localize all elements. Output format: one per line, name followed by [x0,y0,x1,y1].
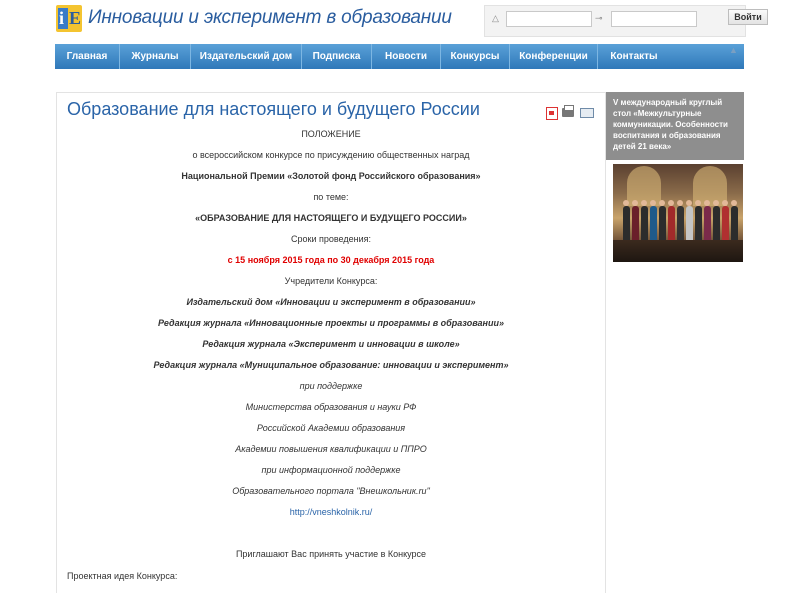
text-line: Проектная идея Конкурса: [67,571,178,581]
page-title: Образование для настоящего и будущего России [67,99,480,119]
logo-letter-e: E [69,8,82,28]
login-button[interactable]: Войти [728,9,768,25]
nav-item-publishing-house[interactable]: Издательский дом [191,44,302,69]
portal-link[interactable]: http://vneshkolnik.ru/ [289,507,373,517]
text-line: при информационной поддержке [261,465,401,475]
nav-item-journals[interactable]: Журналы [120,44,191,69]
username-input[interactable] [506,11,592,27]
user-icon: △ [492,13,499,23]
text-line: Сроки проведения: [291,234,371,244]
text-line: Издательский дом «Инновации и эксперимент в образовании» [186,297,476,307]
print-icon[interactable] [562,108,574,117]
text-heading: ПОЛОЖЕНИЕ [301,129,361,139]
pdf-icon[interactable] [546,107,558,120]
text-line: при поддержке [299,381,363,391]
nav-corner-icon: ▲ [729,45,738,55]
text-line: Приглашают Вас принять участие в Конкурсе [235,549,427,559]
text-line: «ОБРАЗОВАНИЕ ДЛЯ НАСТОЯЩЕГО И БУДУЩЕГО РОССИИ» [195,213,467,223]
site-title[interactable]: Инновации и эксперимент в образовании [88,7,452,28]
sidebar-news-title: V международный круглый стол «Межкультурные коммуникации. Особенности воспитания и образования детей 21 века» [613,98,728,151]
nav-item-news[interactable]: Новости [372,44,441,69]
sidebar-news-box[interactable] [606,92,744,160]
text-line: Образовательного портала "Внешкольник.ru" [232,486,430,496]
sidebar [606,92,744,592]
text-line: Национальной Премии «Золотой фонд Российского образования» [181,171,481,181]
text-line: Российской Академии образования [256,423,406,433]
header [0,0,800,44]
text-line: Редакция журнала «Инновационные проекты и программы в образовании» [158,318,504,328]
text-line: Редакция журнала «Муниципальное образование: инновации и эксперимент» [153,360,509,370]
sidebar-photo[interactable] [613,164,743,262]
site-logo[interactable] [56,5,82,32]
text-line: о всероссийском конкурсе по присуждению общественных наград [192,150,470,160]
key-icon: ⊸ [595,13,603,23]
login-form [484,5,746,37]
text-line: Академии повышения квалификации и ППРО [235,444,427,454]
article-content [56,92,606,593]
nav-item-subscription[interactable]: Подписка [302,44,372,69]
nav-item-conferences[interactable]: Конференции [510,44,598,69]
main-nav [55,44,744,69]
text-line: Учредители Конкурса: [284,276,378,286]
nav-item-contests[interactable]: Конкурсы [441,44,510,69]
password-input[interactable] [611,11,697,27]
logo-letter-i: i [59,8,65,28]
contest-dates: с 15 ноября 2015 года по 30 декабря 2015 года [227,255,435,265]
email-icon[interactable] [580,108,594,118]
text-line: по теме: [313,192,349,202]
article-tools [546,107,596,119]
nav-item-home[interactable]: Главная [55,44,120,69]
nav-item-contacts[interactable]: Контакты [610,51,658,62]
text-line: Редакция журнала «Эксперимент и инновации в школе» [202,339,460,349]
text-line: Министерства образования и науки РФ [245,402,417,412]
